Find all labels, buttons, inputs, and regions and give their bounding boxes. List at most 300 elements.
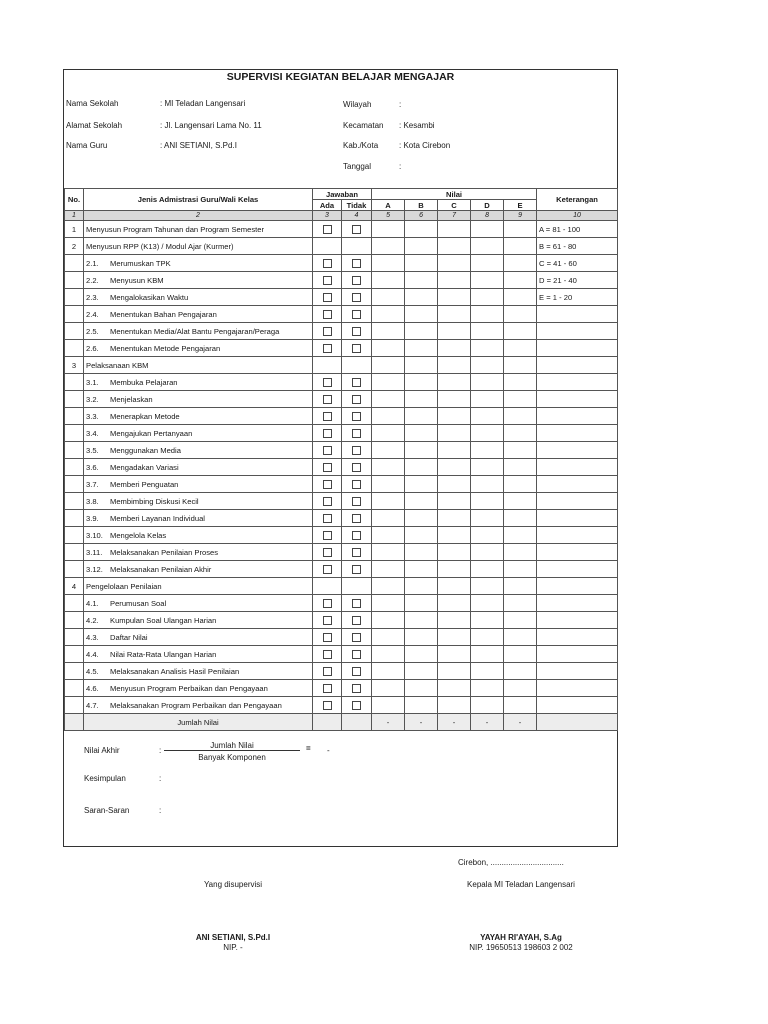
total-ada-cell: [313, 714, 342, 731]
row-number: [65, 391, 84, 408]
keterangan-cell: [537, 663, 618, 680]
nilai-c-cell: [438, 646, 471, 663]
nilai-d-cell: [471, 510, 504, 527]
nilai-e-cell: [504, 306, 537, 323]
kecamatan-label: Kecamatan: [343, 121, 384, 130]
checkbox-tidak[interactable]: [352, 463, 361, 472]
answer-tidak-cell: [342, 697, 372, 714]
row-sub-number: 3.11.: [86, 547, 103, 557]
row-text: Mengadakan Variasi: [110, 462, 179, 472]
checkbox-tidak[interactable]: [352, 480, 361, 489]
nilai-b-cell: [405, 476, 438, 493]
row-sub-number: 3.6.: [86, 462, 99, 472]
checkbox-tidak[interactable]: [352, 412, 361, 421]
row-text: Melaksanakan Penilaian Proses: [110, 547, 219, 557]
nilai-e-cell: [504, 561, 537, 578]
row-number: 4: [65, 578, 84, 595]
answer-tidak-cell: [342, 578, 372, 595]
checkbox-tidak[interactable]: [352, 259, 361, 268]
row-description: [84, 544, 313, 561]
checkbox-ada[interactable]: [323, 344, 332, 353]
nilai-a-cell: [372, 221, 405, 238]
checkbox-tidak[interactable]: [352, 650, 361, 659]
row-description: [84, 221, 313, 238]
nilai-e-cell: [504, 425, 537, 442]
checkbox-tidak[interactable]: [352, 378, 361, 387]
nilai-a-cell: [372, 374, 405, 391]
answer-ada-cell: [313, 527, 342, 544]
row-number: 1: [65, 221, 84, 238]
answer-tidak-cell: [342, 272, 372, 289]
checkbox-ada[interactable]: [323, 531, 332, 540]
nilai-a-cell: [372, 680, 405, 697]
keterangan-cell: [537, 510, 618, 527]
table-row: [65, 425, 618, 442]
row-number: [65, 374, 84, 391]
answer-tidak-cell: [342, 680, 372, 697]
row-text: Merumuskan TPK: [110, 258, 171, 268]
row-number: [65, 425, 84, 442]
checkbox-tidak[interactable]: [352, 616, 361, 625]
nilai-d-cell: [471, 272, 504, 289]
row-description: [84, 476, 313, 493]
answer-tidak-cell: [342, 221, 372, 238]
nilai-e-cell: [504, 697, 537, 714]
checkbox-ada[interactable]: [323, 310, 332, 319]
answer-ada-cell: [313, 442, 342, 459]
answer-tidak-cell: [342, 289, 372, 306]
checkbox-ada[interactable]: [323, 684, 332, 693]
row-number: [65, 323, 84, 340]
checkbox-ada[interactable]: [323, 514, 332, 523]
keterangan-cell: [537, 629, 618, 646]
nilai-b-cell: [405, 578, 438, 595]
row-description: [84, 629, 313, 646]
nilai-d-cell: [471, 459, 504, 476]
nilai-b-cell: [405, 238, 438, 255]
nama-sekolah-label: Nama Sekolah: [66, 99, 119, 108]
nilai-a-cell: [372, 391, 405, 408]
nilai-b-cell: [405, 340, 438, 357]
checkbox-tidak[interactable]: [352, 667, 361, 676]
keterangan-cell: [537, 697, 618, 714]
row-text: Nilai Rata-Rata Ulangan Harian: [110, 649, 217, 659]
answer-tidak-cell: [342, 425, 372, 442]
row-description: [84, 663, 313, 680]
checkbox-ada[interactable]: [323, 378, 332, 387]
col-number: 8: [471, 211, 504, 221]
nilai-c-cell: [438, 697, 471, 714]
answer-tidak-cell: [342, 493, 372, 510]
row-sub-number: 2.3.: [86, 292, 99, 302]
answer-tidak-cell: [342, 561, 372, 578]
answer-tidak-cell: [342, 476, 372, 493]
right-sign-nip: NIP. 19650513 198603 2 002: [469, 943, 573, 952]
nilai-e-cell: [504, 391, 537, 408]
nilai-b-cell: [405, 374, 438, 391]
checkbox-ada[interactable]: [323, 395, 332, 404]
row-sub-number: 3.3.: [86, 411, 99, 421]
row-description: [84, 646, 313, 663]
nilai-a-cell: [372, 629, 405, 646]
answer-ada-cell: [313, 561, 342, 578]
answer-ada-cell: [313, 680, 342, 697]
keterangan-cell: E = 1 - 20: [537, 289, 618, 306]
row-number: [65, 629, 84, 646]
nilai-e-cell: [504, 680, 537, 697]
answer-tidak-cell: [342, 255, 372, 272]
row-text: Menerapkan Metode: [110, 411, 180, 421]
total-a: -: [372, 714, 405, 731]
nilai-a-cell: [372, 476, 405, 493]
row-text: Pelaksanaan KBM: [86, 360, 149, 370]
nilai-a-cell: [372, 459, 405, 476]
total-tidak-cell: [342, 714, 372, 731]
nilai-c-cell: [438, 272, 471, 289]
row-sub-number: 2.2.: [86, 275, 99, 285]
table-row: [65, 493, 618, 510]
nilai-e-cell: [504, 340, 537, 357]
nilai-d-cell: [471, 221, 504, 238]
fraction-denominator: Banyak Komponen: [198, 753, 266, 762]
keterangan-cell: [537, 340, 618, 357]
tanggal-label: Tanggal: [343, 162, 372, 171]
answer-tidak-cell: [342, 340, 372, 357]
checkbox-tidak[interactable]: [352, 531, 361, 540]
row-number: [65, 646, 84, 663]
row-number: [65, 340, 84, 357]
row-text: Menentukan Metode Pengajaran: [110, 343, 221, 353]
keterangan-cell: [537, 476, 618, 493]
row-text: Memberi Layanan Individual: [110, 513, 205, 523]
nilai-b-cell: [405, 646, 438, 663]
keterangan-cell: [537, 357, 618, 374]
checkbox-tidak[interactable]: [352, 429, 361, 438]
row-description: [84, 357, 313, 374]
checkbox-tidak[interactable]: [352, 701, 361, 710]
row-sub-number: 3.12.: [86, 564, 103, 574]
answer-ada-cell: [313, 578, 342, 595]
nilai-c-cell: [438, 374, 471, 391]
nilai-akhir-label: Nilai Akhir: [84, 746, 120, 755]
row-description: [84, 323, 313, 340]
nilai-d-cell: [471, 442, 504, 459]
row-text: Mengajukan Pertanyaan: [110, 428, 193, 438]
answer-ada-cell: [313, 374, 342, 391]
nilai-c-cell: [438, 527, 471, 544]
form-frame: [63, 69, 618, 847]
checkbox-tidak[interactable]: [352, 327, 361, 336]
fraction-numerator: Jumlah Nilai: [164, 741, 300, 751]
nilai-c-cell: [438, 391, 471, 408]
nilai-d-cell: [471, 595, 504, 612]
supervision-table: [64, 188, 618, 731]
header-c: C: [438, 200, 471, 211]
table-row: [65, 578, 618, 595]
nilai-b-cell: [405, 680, 438, 697]
nilai-a-cell: [372, 306, 405, 323]
answer-ada-cell: [313, 646, 342, 663]
kab-kota-value: : Kota Cirebon: [399, 141, 451, 150]
header-a: A: [372, 200, 405, 211]
header-tidak: Tidak: [342, 200, 372, 211]
nilai-c-cell: [438, 306, 471, 323]
row-description: [84, 510, 313, 527]
row-description: [84, 442, 313, 459]
checkbox-ada[interactable]: [323, 701, 332, 710]
answer-tidak-cell: [342, 357, 372, 374]
nilai-c-cell: [438, 408, 471, 425]
nilai-a-cell: [372, 289, 405, 306]
row-description: [84, 306, 313, 323]
checkbox-tidak[interactable]: [352, 548, 361, 557]
total-c: -: [438, 714, 471, 731]
row-sub-number: 3.1.: [86, 377, 99, 387]
col-number: 2: [84, 211, 313, 221]
row-number: [65, 697, 84, 714]
nilai-b-cell: [405, 357, 438, 374]
nilai-d-cell: [471, 663, 504, 680]
row-sub-number: 2.1.: [86, 258, 99, 268]
answer-ada-cell: [313, 357, 342, 374]
nilai-b-cell: [405, 561, 438, 578]
nilai-b-cell: [405, 612, 438, 629]
checkbox-ada[interactable]: [323, 616, 332, 625]
nilai-b-cell: [405, 527, 438, 544]
checkbox-ada[interactable]: [323, 225, 332, 234]
answer-tidak-cell: [342, 663, 372, 680]
row-sub-number: 4.6.: [86, 683, 99, 693]
row-description: [84, 697, 313, 714]
row-description: [84, 425, 313, 442]
nilai-d-cell: [471, 527, 504, 544]
row-number: [65, 408, 84, 425]
total-row: [65, 714, 618, 731]
table-row: [65, 663, 618, 680]
checkbox-tidak[interactable]: [352, 310, 361, 319]
row-number: [65, 493, 84, 510]
col-number: 9: [504, 211, 537, 221]
row-number: [65, 561, 84, 578]
nilai-a-cell: [372, 323, 405, 340]
nilai-a-cell: [372, 340, 405, 357]
answer-ada-cell: [313, 408, 342, 425]
nilai-d-cell: [471, 391, 504, 408]
row-sub-number: 4.2.: [86, 615, 99, 625]
row-sub-number: 2.5.: [86, 326, 99, 336]
row-text: Menyusun RPP (K13) / Modul Ajar (Kurmer): [86, 241, 234, 251]
nilai-d-cell: [471, 340, 504, 357]
nilai-c-cell: [438, 289, 471, 306]
checkbox-ada[interactable]: [323, 412, 332, 421]
row-description: [84, 612, 313, 629]
nilai-c-cell: [438, 561, 471, 578]
row-number: [65, 272, 84, 289]
nilai-c-cell: [438, 442, 471, 459]
checkbox-tidak[interactable]: [352, 446, 361, 455]
header-ada: Ada: [313, 200, 342, 211]
row-sub-number: 4.3.: [86, 632, 99, 642]
checkbox-tidak[interactable]: [352, 497, 361, 506]
row-text: Pengelolaan Penilaian: [86, 581, 162, 591]
nilai-b-cell: [405, 289, 438, 306]
keterangan-cell: D = 21 - 40: [537, 272, 618, 289]
checkbox-tidak[interactable]: [352, 684, 361, 693]
checkbox-tidak[interactable]: [352, 565, 361, 574]
row-description: [84, 272, 313, 289]
checkbox-ada[interactable]: [323, 276, 332, 285]
nilai-c-cell: [438, 425, 471, 442]
nilai-e-cell: [504, 493, 537, 510]
answer-ada-cell: [313, 289, 342, 306]
alamat-sekolah-label: Alamat Sekolah: [66, 121, 123, 130]
nilai-a-cell: [372, 561, 405, 578]
nilai-akhir-result: -: [327, 746, 330, 755]
answer-tidak-cell: [342, 544, 372, 561]
checkbox-tidak[interactable]: [352, 514, 361, 523]
nilai-c-cell: [438, 663, 471, 680]
col-number: 5: [372, 211, 405, 221]
col-number: 6: [405, 211, 438, 221]
checkbox-ada[interactable]: [323, 548, 332, 557]
nilai-d-cell: [471, 561, 504, 578]
checkbox-ada[interactable]: [323, 293, 332, 302]
nilai-b-cell: [405, 544, 438, 561]
answer-tidak-cell: [342, 629, 372, 646]
nilai-b-cell: [405, 510, 438, 527]
nilai-d-cell: [471, 697, 504, 714]
checkbox-ada[interactable]: [323, 446, 332, 455]
row-description: [84, 459, 313, 476]
col-number: 1: [65, 211, 84, 221]
nilai-d-cell: [471, 629, 504, 646]
nilai-b-cell: [405, 272, 438, 289]
answer-ada-cell: [313, 238, 342, 255]
nilai-e-cell: [504, 527, 537, 544]
answer-ada-cell: [313, 629, 342, 646]
row-number: [65, 680, 84, 697]
nilai-c-cell: [438, 357, 471, 374]
checkbox-ada[interactable]: [323, 667, 332, 676]
nilai-e-cell: [504, 476, 537, 493]
row-number: [65, 476, 84, 493]
checkbox-ada[interactable]: [323, 565, 332, 574]
checkbox-ada[interactable]: [323, 599, 332, 608]
row-text: Mengalokasikan Waktu: [110, 292, 189, 302]
nilai-d-cell: [471, 408, 504, 425]
nilai-d-cell: [471, 612, 504, 629]
nilai-c-cell: [438, 340, 471, 357]
nilai-d-cell: [471, 646, 504, 663]
checkbox-ada[interactable]: [323, 633, 332, 642]
keterangan-cell: [537, 595, 618, 612]
nilai-e-cell: [504, 646, 537, 663]
checkbox-ada[interactable]: [323, 429, 332, 438]
table-row: [65, 374, 618, 391]
nilai-a-cell: [372, 442, 405, 459]
checkbox-tidak[interactable]: [352, 599, 361, 608]
kesimpulan-label: Kesimpulan: [84, 774, 126, 783]
nama-guru-value: : ANI SETIANI, S.Pd.I: [160, 141, 237, 150]
keterangan-cell: [537, 612, 618, 629]
row-number: [65, 306, 84, 323]
checkbox-tidak[interactable]: [352, 344, 361, 353]
checkbox-ada[interactable]: [323, 327, 332, 336]
table-row: [65, 527, 618, 544]
nilai-e-cell: [504, 289, 537, 306]
nilai-e-cell: [504, 612, 537, 629]
checkbox-tidak[interactable]: [352, 395, 361, 404]
left-sign-name: ANI SETIANI, S.Pd.I: [195, 933, 271, 942]
checkbox-ada[interactable]: [323, 497, 332, 506]
checkbox-tidak[interactable]: [352, 293, 361, 302]
row-text: Menjelaskan: [110, 394, 153, 404]
keterangan-cell: [537, 323, 618, 340]
row-number: [65, 544, 84, 561]
nilai-b-cell: [405, 323, 438, 340]
nilai-a-cell: [372, 646, 405, 663]
checkbox-ada[interactable]: [323, 463, 332, 472]
nilai-a-cell: [372, 357, 405, 374]
nilai-c-cell: [438, 221, 471, 238]
nilai-e-cell: [504, 629, 537, 646]
keterangan-cell: A = 81 - 100: [537, 221, 618, 238]
col-number: 7: [438, 211, 471, 221]
nilai-d-cell: [471, 425, 504, 442]
keterangan-cell: [537, 544, 618, 561]
nilai-a-cell: [372, 544, 405, 561]
checkbox-tidak[interactable]: [352, 276, 361, 285]
checkbox-ada[interactable]: [323, 650, 332, 659]
nilai-b-cell: [405, 255, 438, 272]
nilai-e-cell: [504, 221, 537, 238]
keterangan-cell: C = 41 - 60: [537, 255, 618, 272]
answer-tidak-cell: [342, 527, 372, 544]
nilai-b-cell: [405, 595, 438, 612]
table-row: [65, 510, 618, 527]
checkbox-tidak[interactable]: [352, 225, 361, 234]
checkbox-ada[interactable]: [323, 259, 332, 268]
row-text: Memberi Penguatan: [110, 479, 179, 489]
row-text: Membuka Pelajaran: [110, 377, 178, 387]
left-sign-nip: NIP. -: [223, 943, 243, 952]
nilai-akhir-colon: :: [159, 746, 162, 755]
answer-ada-cell: [313, 459, 342, 476]
saran-colon: :: [159, 806, 162, 815]
nilai-c-cell: [438, 476, 471, 493]
row-sub-number: 4.1.: [86, 598, 99, 608]
row-text: Kumpulan Soal Ulangan Harian: [110, 615, 217, 625]
header-nilai: Nilai: [372, 189, 537, 200]
row-sub-number: 3.4.: [86, 428, 99, 438]
wilayah-label: Wilayah: [343, 100, 372, 109]
answer-tidak-cell: [342, 612, 372, 629]
nilai-d-cell: [471, 476, 504, 493]
checkbox-tidak[interactable]: [352, 633, 361, 642]
table-row: [65, 255, 618, 272]
nilai-b-cell: [405, 391, 438, 408]
col-number: 4: [342, 211, 372, 221]
header-jawaban: Jawaban: [313, 189, 372, 200]
table-row: [65, 442, 618, 459]
nilai-b-cell: [405, 408, 438, 425]
nilai-c-cell: [438, 680, 471, 697]
row-description: [84, 255, 313, 272]
row-sub-number: 3.10.: [86, 530, 103, 540]
row-text: Menentukan Media/Alat Bantu Pengajaran/Peraga: [110, 326, 280, 336]
checkbox-ada[interactable]: [323, 480, 332, 489]
row-description: [84, 391, 313, 408]
